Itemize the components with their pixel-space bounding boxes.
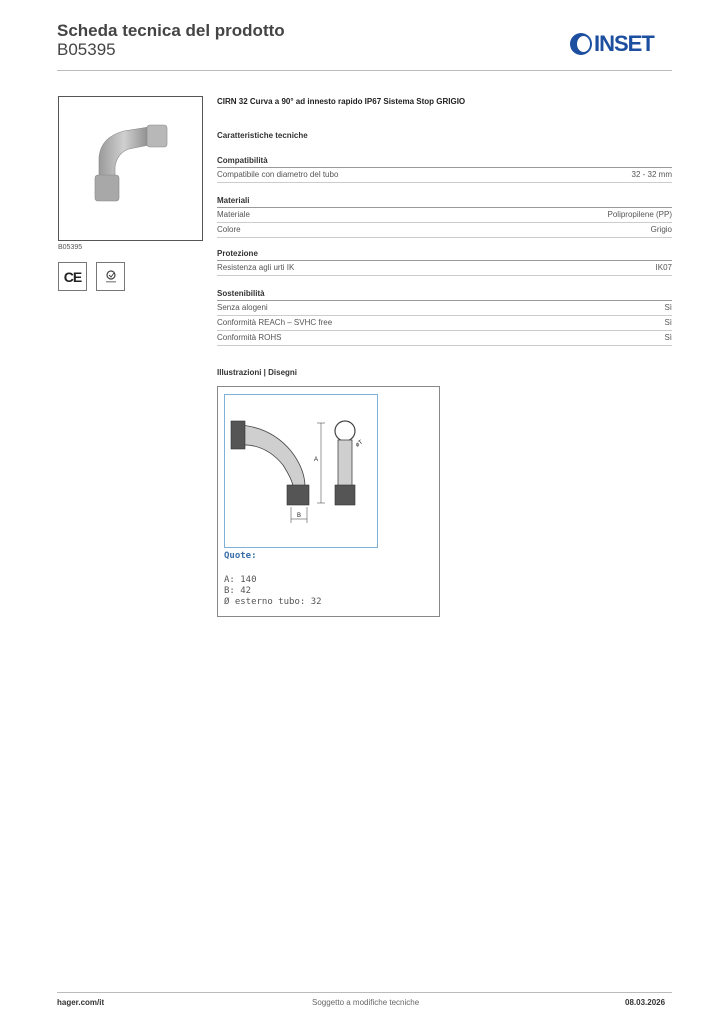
- footer-divider: [57, 992, 672, 993]
- spec-group-materials: [217, 195, 672, 238]
- technical-drawing-panel: [217, 386, 440, 617]
- inset-logo: [570, 31, 654, 57]
- certification-seal-icon: [101, 267, 121, 287]
- logo-mark-icon: [570, 33, 592, 55]
- spec-row: [217, 223, 672, 238]
- certification-icon: [96, 262, 125, 291]
- page-title: Scheda tecnica del prodotto: [57, 21, 285, 40]
- spec-label: Colore: [217, 225, 241, 234]
- spec-label: Senza alogeni: [217, 303, 268, 312]
- specs-section-title: Caratteristiche tecniche: [217, 131, 308, 140]
- spec-value: Sì: [664, 333, 672, 342]
- logo-text: INSET: [594, 31, 654, 56]
- quote-line: A: 140: [224, 575, 257, 585]
- spec-row: [217, 168, 672, 183]
- product-image-caption: B05395: [58, 244, 83, 251]
- dimension-a-label: A: [314, 457, 319, 463]
- spec-group-sustainability: [217, 288, 672, 346]
- spec-value: Polipropilene (PP): [607, 210, 672, 219]
- conduit-bend-icon: [59, 97, 202, 240]
- ce-mark-label: CE: [63, 268, 82, 285]
- spec-row: [217, 301, 672, 316]
- spec-value: Sì: [664, 303, 672, 312]
- footer-website-link[interactable]: hager.com/it: [57, 998, 105, 1007]
- product-image: [58, 96, 203, 241]
- technical-drawing: [224, 394, 378, 548]
- spec-label: Conformità ROHS: [217, 333, 282, 342]
- spec-group-protection: [217, 248, 672, 276]
- ce-mark-badge: [58, 262, 87, 291]
- spec-group-title: Protezione: [217, 248, 672, 261]
- spec-value: 32 - 32 mm: [631, 170, 672, 179]
- spec-row: [217, 208, 672, 223]
- quote-title: Quote:: [224, 551, 257, 561]
- dimension-t-label: øT: [354, 439, 365, 449]
- spec-row: [217, 331, 672, 346]
- spec-label: Materiale: [217, 210, 250, 219]
- product-code: B05395: [57, 40, 116, 59]
- bend-dimension-drawing: [225, 395, 377, 547]
- spec-label: Compatibile con diametro del tubo: [217, 170, 339, 179]
- dimension-b-label: B: [297, 513, 302, 519]
- footer-disclaimer: Soggetto a modifiche tecniche: [312, 998, 420, 1007]
- spec-row: [217, 261, 672, 276]
- footer-date: 08.03.2026: [625, 998, 666, 1007]
- spec-value: Grigio: [650, 225, 672, 234]
- spec-group-title: Materiali: [217, 195, 672, 208]
- spec-group-compatibility: [217, 155, 672, 183]
- illustrations-title: Illustrazioni | Disegni: [217, 368, 298, 377]
- quote-line: Ø esterno tubo: 32: [224, 597, 322, 607]
- spec-value: Sì: [664, 318, 672, 327]
- quote-line: B: 42: [224, 586, 252, 596]
- spec-row: [217, 316, 672, 331]
- spec-label: Resistenza agli urti IK: [217, 263, 295, 272]
- product-name: CIRN 32 Curva a 90° ad innesto rapido IP67 Sistema Stop GRIGIO: [217, 97, 466, 106]
- spec-group-title: Sostenibilità: [217, 288, 672, 301]
- spec-group-title: Compatibilità: [217, 155, 672, 168]
- spec-value: IK07: [655, 263, 672, 272]
- spec-label: Conformità REACh – SVHC free: [217, 318, 333, 327]
- header-divider: [57, 70, 672, 71]
